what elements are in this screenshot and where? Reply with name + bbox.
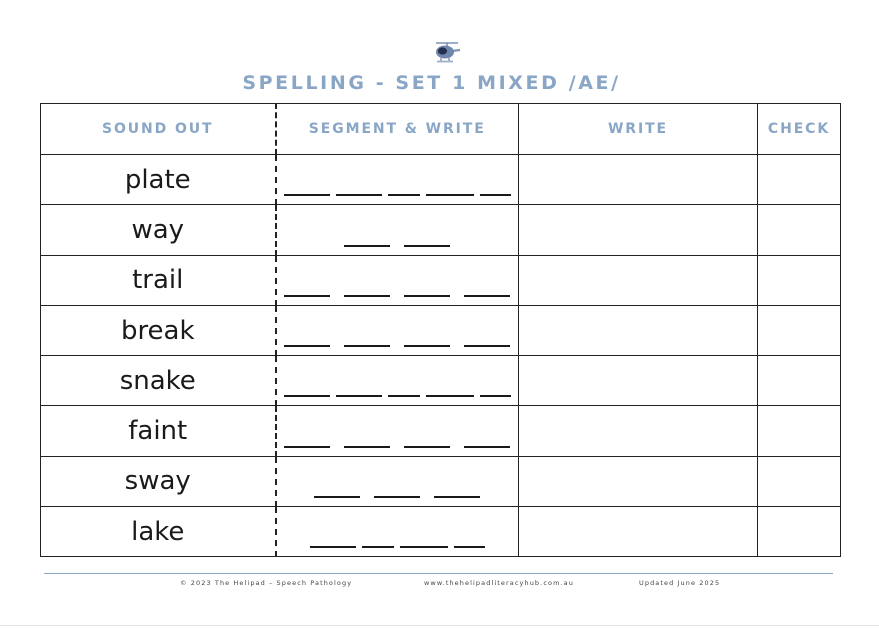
word-cell: trail [41,255,276,305]
table-row [41,456,841,506]
segment-blank[interactable] [464,345,510,347]
segment-blank[interactable] [374,496,420,498]
word-cell: sway [41,456,276,506]
segment-blank[interactable] [344,245,390,247]
segment-blank[interactable] [400,546,448,548]
segment-cell[interactable] [276,406,519,456]
write-cell[interactable] [519,507,758,557]
table-row [41,255,841,305]
segment-blank[interactable] [426,194,474,196]
word-cell: lake [41,507,276,557]
check-cell[interactable] [758,155,841,205]
segment-cell[interactable] [276,155,519,205]
segment-blank[interactable] [404,245,450,247]
segment-cell[interactable] [276,205,519,255]
segment-blank[interactable] [464,295,510,297]
check-cell[interactable] [758,507,841,557]
write-cell[interactable] [519,305,758,355]
footer-divider [44,573,833,574]
segment-blank[interactable] [284,295,330,297]
segment-blank[interactable] [464,446,510,448]
word-cell: way [41,205,276,255]
segment-cell[interactable] [276,456,519,506]
segment-blanks [277,446,519,448]
segment-blanks [277,496,519,498]
write-cell[interactable] [519,255,758,305]
header-write: WRITE [519,104,758,155]
segment-blank[interactable] [344,345,390,347]
segment-blank[interactable] [388,395,420,397]
word-cell: plate [41,155,276,205]
segment-blanks [277,345,519,347]
header-check: CHECK [758,104,841,155]
segment-blanks [277,546,519,548]
segment-blank[interactable] [284,446,330,448]
footer-copyright: © 2023 The Helipad – Speech Pathology [180,579,353,587]
check-cell[interactable] [758,305,841,355]
spelling-table [40,103,841,557]
check-cell[interactable] [758,456,841,506]
segment-blank[interactable] [404,345,450,347]
segment-blank[interactable] [284,345,330,347]
write-cell[interactable] [519,155,758,205]
check-cell[interactable] [758,356,841,406]
segment-blank[interactable] [480,194,511,196]
segment-blank[interactable] [310,546,356,548]
segment-blanks [277,395,519,397]
table-row [41,305,841,355]
footer-updated: Updated June 2025 [639,579,721,587]
check-cell[interactable] [758,205,841,255]
table-row [41,205,841,255]
table-row [41,155,841,205]
table-row [41,406,841,456]
segment-blank[interactable] [284,395,330,397]
header-segment-write: SEGMENT & WRITE [276,104,519,155]
segment-blank[interactable] [336,395,382,397]
segment-blank[interactable] [434,496,480,498]
segment-blank[interactable] [388,194,420,196]
segment-blanks [277,295,519,297]
segment-blank[interactable] [336,194,382,196]
segment-cell[interactable] [276,255,519,305]
segment-blank[interactable] [284,194,330,196]
footer-website: www.thehelipadliteracyhub.com.au [424,579,574,587]
segment-cell[interactable] [276,305,519,355]
table-row [41,507,841,557]
write-cell[interactable] [519,205,758,255]
segment-blank[interactable] [344,295,390,297]
segment-blank[interactable] [404,295,450,297]
segment-blanks [277,194,519,196]
write-cell[interactable] [519,406,758,456]
segment-blank[interactable] [344,446,390,448]
segment-blanks [277,245,519,247]
segment-blank[interactable] [314,496,360,498]
helicopter-icon [432,40,462,66]
table-row [41,356,841,406]
segment-blank[interactable] [426,395,474,397]
check-cell[interactable] [758,406,841,456]
page-title: SPELLING - SET 1 MIXED /AE/ [242,72,621,94]
page-bottom-divider [0,625,879,626]
check-cell[interactable] [758,255,841,305]
segment-cell[interactable] [276,356,519,406]
word-cell: faint [41,406,276,456]
write-cell[interactable] [519,356,758,406]
word-cell: break [41,305,276,355]
segment-cell[interactable] [276,507,519,557]
segment-blank[interactable] [362,546,394,548]
segment-blank[interactable] [404,446,450,448]
write-cell[interactable] [519,456,758,506]
segment-blank[interactable] [454,546,485,548]
header-sound-out: SOUND OUT [41,104,276,155]
word-cell: snake [41,356,276,406]
table-header-row [41,104,841,155]
segment-blank[interactable] [480,395,511,397]
